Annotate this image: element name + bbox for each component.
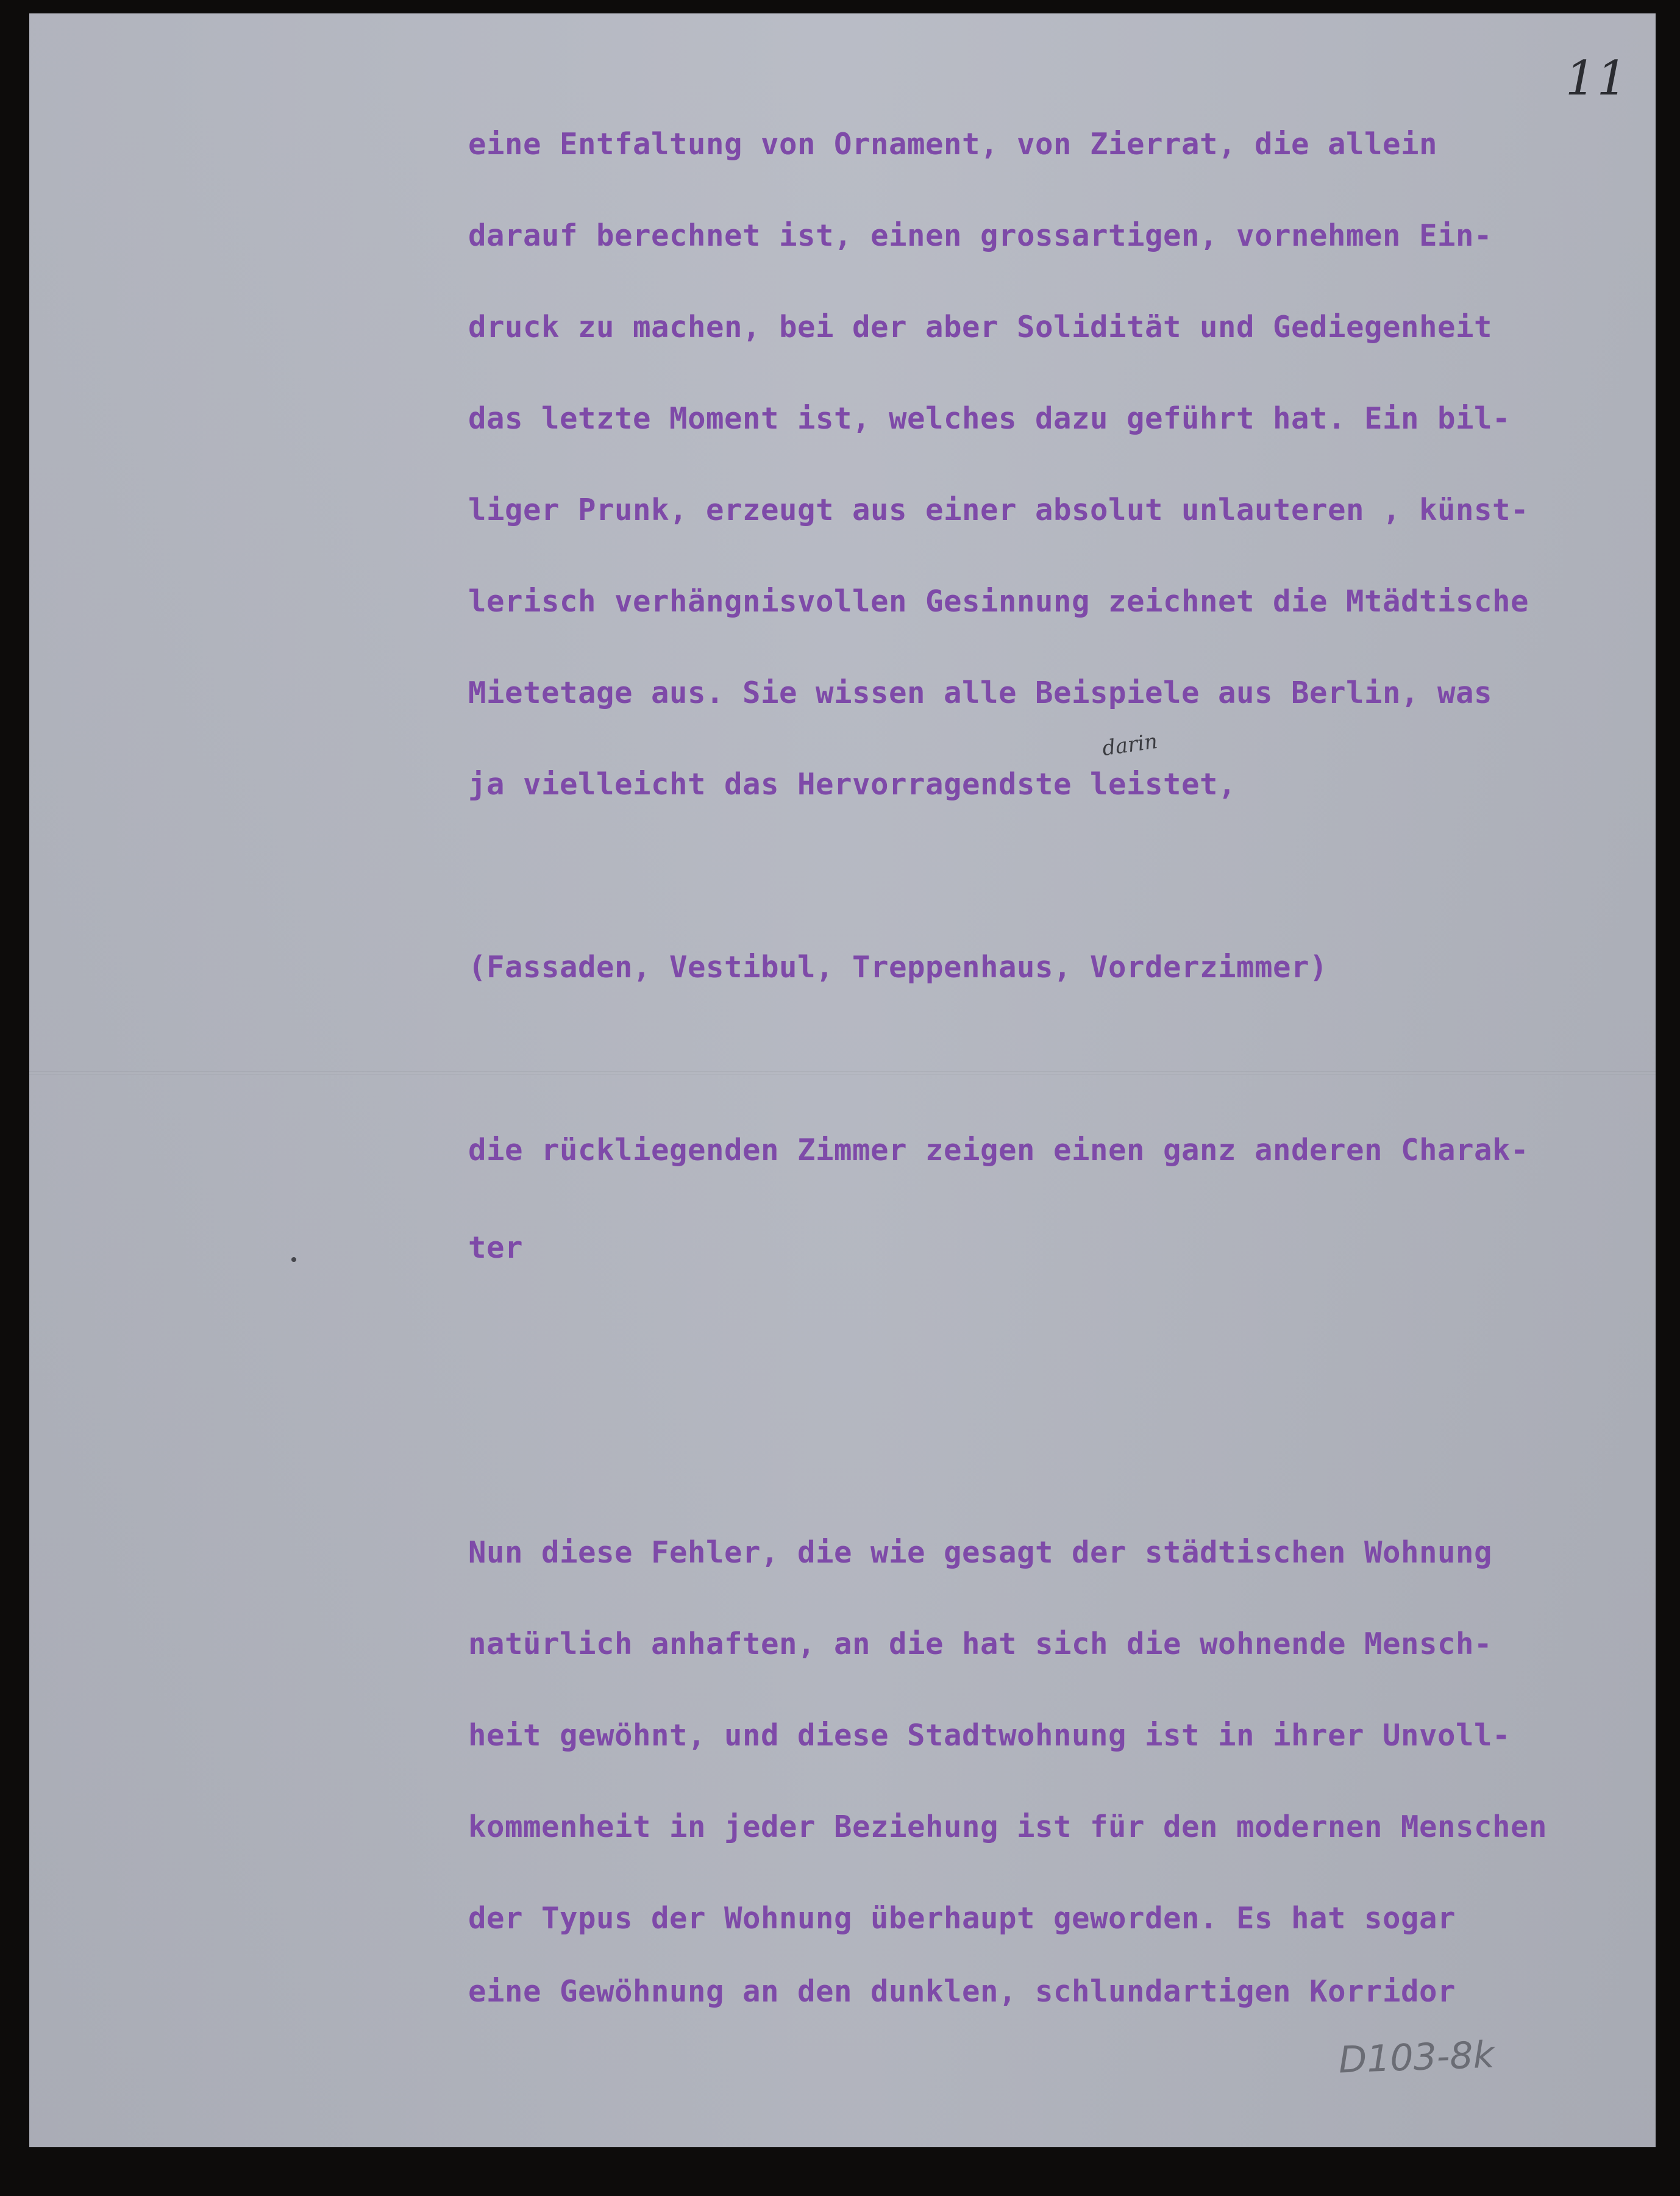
text-line-7: Mietetage aus. Sie wissen alle Beispiele aus Berlin, was xyxy=(468,676,1493,710)
text-line-3: druck zu machen, bei der aber Solidität und Gediegenheit xyxy=(468,310,1493,344)
text-line-12: Nun diese Fehler, die wie gesagt der städtischen Wohnung xyxy=(468,1535,1493,1570)
typescript-page xyxy=(29,13,1656,2147)
text-line-8: ja vielleicht das Hervorragendste leistet, xyxy=(468,767,1237,802)
text-line-14: heit gewöhnt, und diese Stadtwohnung ist in ihrer Unvoll- xyxy=(468,1718,1511,1753)
text-line-9: (Fassaden, Vestibul, Treppenhaus, Vorderzimmer) xyxy=(468,950,1328,985)
text-line-1: eine Entfaltung von Ornament, von Zierrat, die allein xyxy=(468,127,1438,162)
handwritten-insertion: darin xyxy=(1100,729,1159,761)
text-line-4: das letzte Moment ist, welches dazu geführt hat. Ein bil- xyxy=(468,401,1511,436)
text-line-15: kommenheit in jeder Beziehung ist für den modernen Menschen xyxy=(468,1809,1548,1844)
paper-spot xyxy=(291,1257,296,1262)
text-line-17: eine Gewöhnung an den dunklen, schlundartigen Korridor xyxy=(468,1974,1456,2009)
paper-fold xyxy=(29,1071,1656,1075)
text-line-16: der Typus der Wohnung überhaupt geworden. Es hat sogar xyxy=(468,1901,1456,1936)
text-line-5: liger Prunk, erzeugt aus einer absolut unlauteren , künst- xyxy=(468,493,1529,527)
text-line-6: lerisch verhängnisvollen Gesinnung zeichnet die Mtädtische xyxy=(468,584,1529,619)
text-line-13: natürlich anhaften, an die hat sich die wohnende Mensch- xyxy=(468,1627,1493,1661)
archive-signature: D103-8k xyxy=(1337,2033,1495,2082)
page-number: 11 xyxy=(1565,51,1629,106)
text-line-11: ter xyxy=(468,1230,524,1265)
text-line-10: die rückliegenden Zimmer zeigen einen ganz anderen Charak- xyxy=(468,1133,1529,1168)
text-line-2: darauf berechnet ist, einen grossartigen, vornehmen Ein- xyxy=(468,218,1493,253)
